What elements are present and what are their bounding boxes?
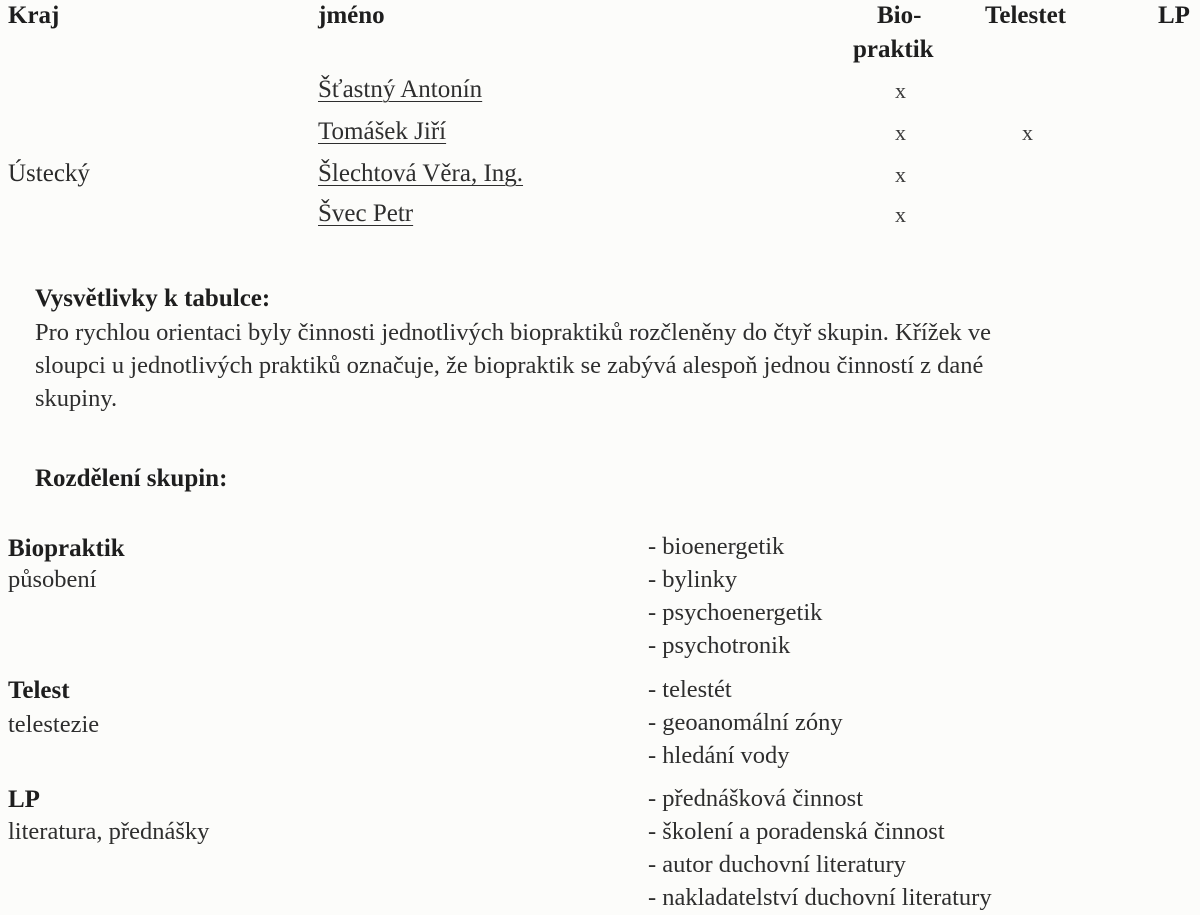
group-title: Biopraktik bbox=[8, 535, 125, 562]
group-item: - autor duchovní literatury bbox=[648, 851, 906, 878]
group-subtitle: literatura, přednášky bbox=[8, 818, 210, 845]
header-biopraktik-line2: praktik bbox=[853, 36, 934, 63]
group-item: - hledání vody bbox=[648, 742, 790, 769]
row-name[interactable]: Šlechtová Věra, Ing. bbox=[318, 160, 524, 187]
explanation-line: Pro rychlou orientaci byly činnosti jednotlivých biopraktiků rozčleněny do čtyř skupin. Křížek ve bbox=[35, 319, 991, 346]
row-name[interactable]: Šťastný Antonín bbox=[318, 76, 483, 103]
row-biopraktik-mark: x bbox=[895, 162, 906, 187]
group-title: LP bbox=[8, 786, 40, 813]
group-title: Telest bbox=[8, 677, 70, 704]
explanation-line: skupiny. bbox=[35, 385, 118, 412]
group-item: - přednášková činnost bbox=[648, 785, 863, 812]
header-region: Kraj bbox=[8, 2, 60, 29]
explanation-heading: Vysvětlivky k tabulce: bbox=[35, 285, 271, 312]
header-name: jméno bbox=[318, 2, 385, 29]
groups-heading: Rozdělení skupin: bbox=[35, 465, 228, 492]
explanation-line: sloupci u jednotlivých praktiků označuje, že biopraktik se zabývá alespoň jednou činností z dané bbox=[35, 352, 984, 379]
group-item: - psychotronik bbox=[648, 632, 791, 659]
row-biopraktik-mark: x bbox=[895, 120, 906, 145]
group-item: - telestét bbox=[648, 676, 732, 703]
group-item: - bioenergetik bbox=[648, 533, 785, 560]
header-lp: LP bbox=[1158, 2, 1190, 29]
header-telestet: Telestet bbox=[985, 2, 1066, 29]
group-item: - nakladatelství duchovní literatury bbox=[648, 884, 992, 911]
header-biopraktik-line1: Bio- bbox=[877, 2, 922, 29]
group-item: - psychoenergetik bbox=[648, 599, 823, 626]
row-telestet-mark: x bbox=[1022, 120, 1033, 145]
region-cell: Ústecký bbox=[8, 160, 90, 187]
row-name[interactable]: Švec Petr bbox=[318, 200, 414, 227]
group-item: - bylinky bbox=[648, 566, 738, 593]
row-biopraktik-mark: x bbox=[895, 78, 906, 103]
group-item: - školení a poradenská činnost bbox=[648, 818, 945, 845]
row-biopraktik-mark: x bbox=[895, 202, 906, 227]
group-subtitle: působení bbox=[8, 566, 97, 593]
group-subtitle: telestezie bbox=[8, 711, 100, 738]
group-item: - geoanomální zóny bbox=[648, 709, 843, 736]
row-name[interactable]: Tomášek Jiří bbox=[318, 118, 447, 145]
